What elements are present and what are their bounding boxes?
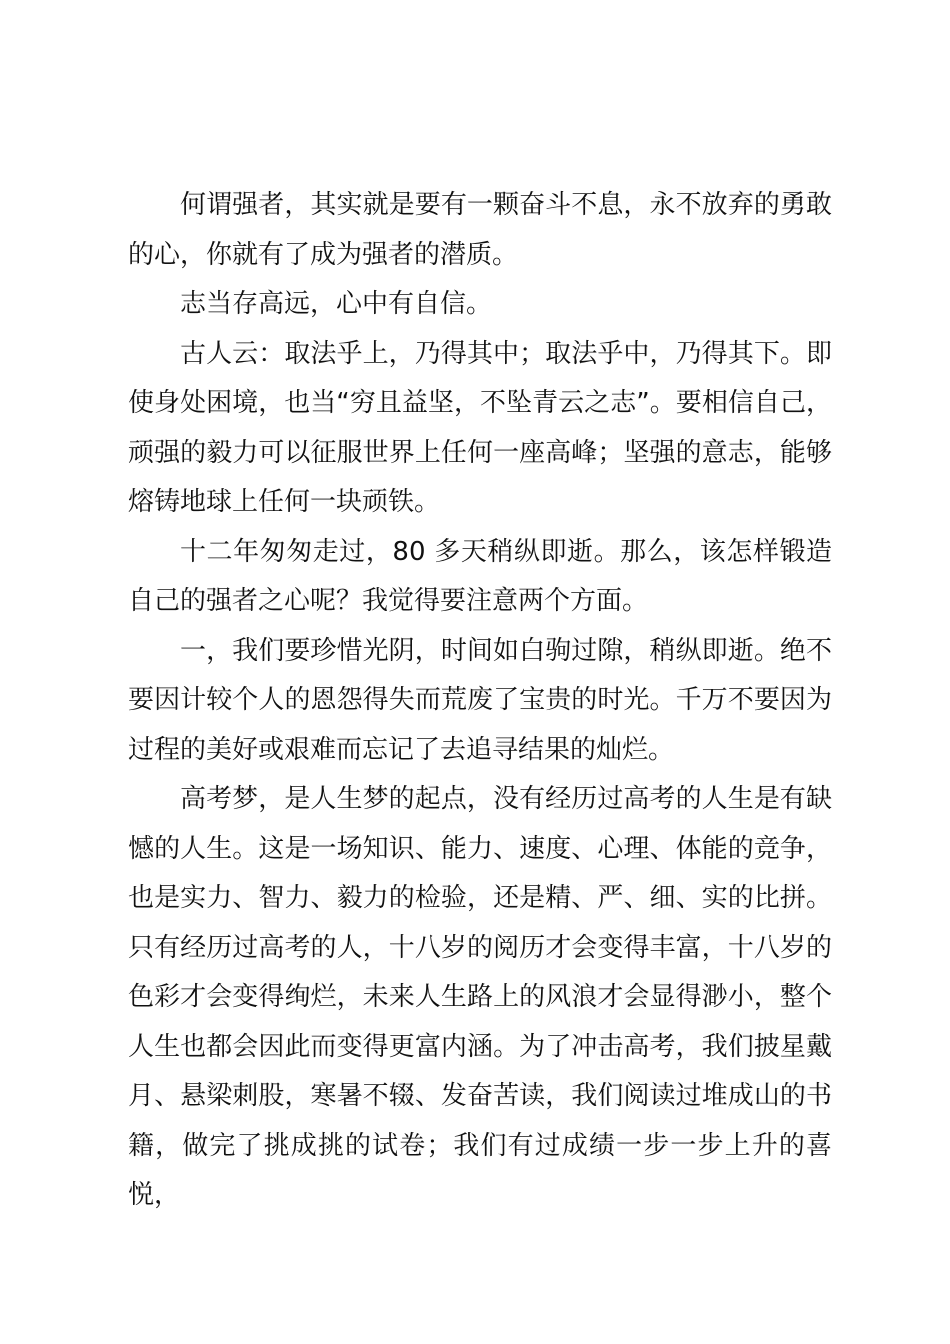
paragraph-ancient-saying: 古人云：取法乎上，乃得其中；取法乎中，乃得其下。即使身处困境，也当“穷且益坚，不坠青云之志”。要相信自己，顽强的毅力可以征服世界上任何一座高峰；坚强的意志，能够熔铸地球上任何一块顽铁。 (128, 338, 832, 517)
paragraph-strong-heart: 何谓强者，其实就是要有一颗奋斗不息，永不放弃的勇敢的心，你就有了成为强者的潜质。 (128, 190, 832, 270)
paragraph-ambition: 志当存高远，心中有自信。 (180, 289, 493, 319)
paragraph-gaokao-dream: 高考梦，是人生梦的起点，没有经历过高考的人生是有缺憾的人生。这是一场知识、能力、速度、心理、体能的竞争，也是实力、智力、毅力的检验，还是精、严、细、实的比拼。只有经历过高考的人，十八岁的阅历才会变得丰富，十八岁的色彩才会变得绚烂，未来人生路上的风浪才会显得渺小，整个人生也都会因此而变得更富内涵。为了冲击高考，我们披星戴月、悬梁刺股，寒暑不辍、发奋苦读，我们阅读过堆成山的书籍，做完了挑成挑的试卷；我们有过成绩一步一步上升的喜悦， (128, 784, 832, 1210)
paragraph-cherish-time: 一，我们要珍惜光阴，时间如白驹过隙，稍纵即逝。绝不要因计较个人的恩怨得失而荒废了宝贵的时光。千万不要因为过程的美好或艰难而忘记了去追寻结果的灿烂。 (128, 635, 832, 765)
paragraph-twelve-years: 十二年匆匆走过，80 多天稍纵即逝。那么，该怎样锻造自己的强者之心呢？我觉得要注意两个方面。 (128, 536, 832, 616)
document-body (128, 181, 832, 1221)
